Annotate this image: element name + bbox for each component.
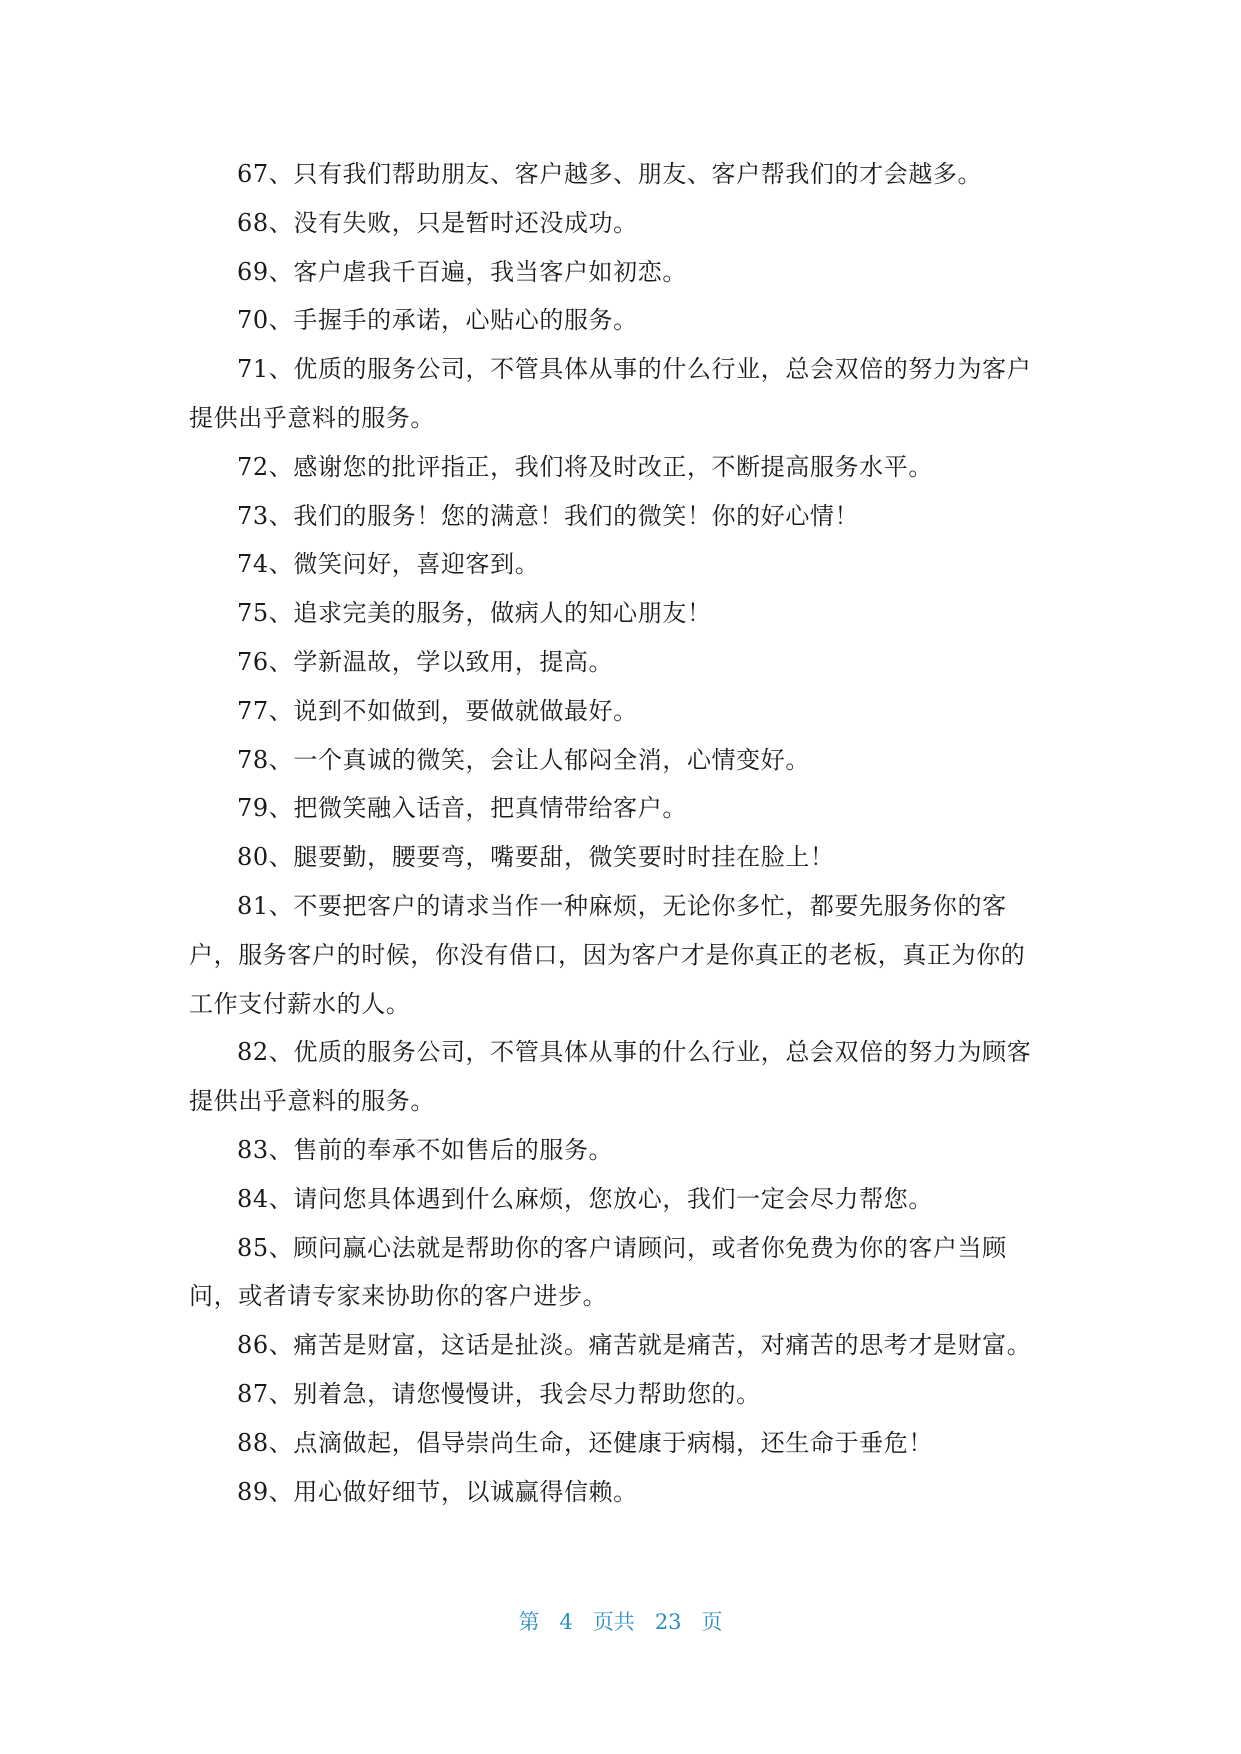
paragraph-82: 82、优质的服务公司，不管具体从事的什么行业，总会双倍的努力为顾客提供出乎意料的服务。 [189, 1038, 1032, 1116]
paragraph-70: 70、手握手的承诺，心贴心的服务。 [237, 306, 638, 335]
paragraph-78: 78、一个真诚的微笑，会让人郁闷全消，心情变好。 [237, 745, 810, 774]
document-body [189, 150, 1045, 1516]
current-page-number: 4 [559, 1610, 573, 1634]
paragraph-85: 85、顾问赢心法就是帮助你的客户请顾问，或者你免费为你的客户当顾问，或者请专家来协助你的客户进步。 [189, 1233, 1007, 1311]
paragraph-79: 79、把微笑融入话音，把真情带给客户。 [237, 794, 687, 823]
paragraph-68: 68、没有失败，只是暂时还没成功。 [237, 208, 638, 237]
paragraph-76: 76、学新温故，学以致用，提高。 [237, 647, 614, 676]
paragraph-69: 69、客户虐我千百遍，我当客户如初恋。 [237, 257, 687, 286]
paragraph-80: 80、腿要勤，腰要弯，嘴要甜，微笑要时时挂在脸上！ [237, 843, 835, 872]
paragraph-71: 71、优质的服务公司，不管具体从事的什么行业，总会双倍的努力为客户提供出乎意料的服务。 [189, 355, 1032, 432]
paragraph-83: 83、售前的奉承不如售后的服务。 [237, 1135, 614, 1164]
paragraph-72: 72、感谢您的批评指正，我们将及时改正，不断提高服务水平。 [237, 452, 933, 481]
paragraph-89: 89、用心做好细节，以诚赢得信赖。 [237, 1477, 638, 1506]
paragraph-86: 86、痛苦是财富，这话是扯淡。痛苦就是痛苦，对痛苦的思考才是财富。 [237, 1331, 1032, 1360]
paragraph-88: 88、点滴做起，倡导崇尚生命，还健康于病榻，还生命于垂危！ [237, 1428, 933, 1457]
page-number-footer [0, 1606, 1241, 1636]
paragraph-84: 84、请问您具体遇到什么麻烦，您放心，我们一定会尽力帮您。 [237, 1184, 933, 1213]
paragraph-81: 81、不要把客户的请求当作一种麻烦，无论你多忙，都要先服务你的客户，服务客户的时候，你没有借口，因为客户才是你真正的老板，真正为你的工作支付薪水的人。 [189, 891, 1026, 1018]
page-label-mid: 页共 [592, 1610, 635, 1634]
paragraph-77: 77、说到不如做到，要做就做最好。 [237, 696, 638, 725]
paragraph-74: 74、微笑问好，喜迎客到。 [237, 550, 540, 579]
paragraph-75: 75、追求完美的服务，做病人的知心朋友！ [237, 599, 712, 628]
paragraph-73: 73、我们的服务！您的满意！我们的微笑！你的好心情！ [237, 501, 860, 530]
paragraph-67: 67、只有我们帮助朋友、客户越多、朋友、客户帮我们的才会越多。 [237, 160, 983, 188]
paragraph-87: 87、别着急，请您慢慢讲，我会尽力帮助您的。 [237, 1379, 761, 1408]
page-label-prefix: 第 [518, 1610, 540, 1634]
page-label-suffix: 页 [701, 1610, 723, 1634]
total-pages-number: 23 [654, 1610, 682, 1634]
